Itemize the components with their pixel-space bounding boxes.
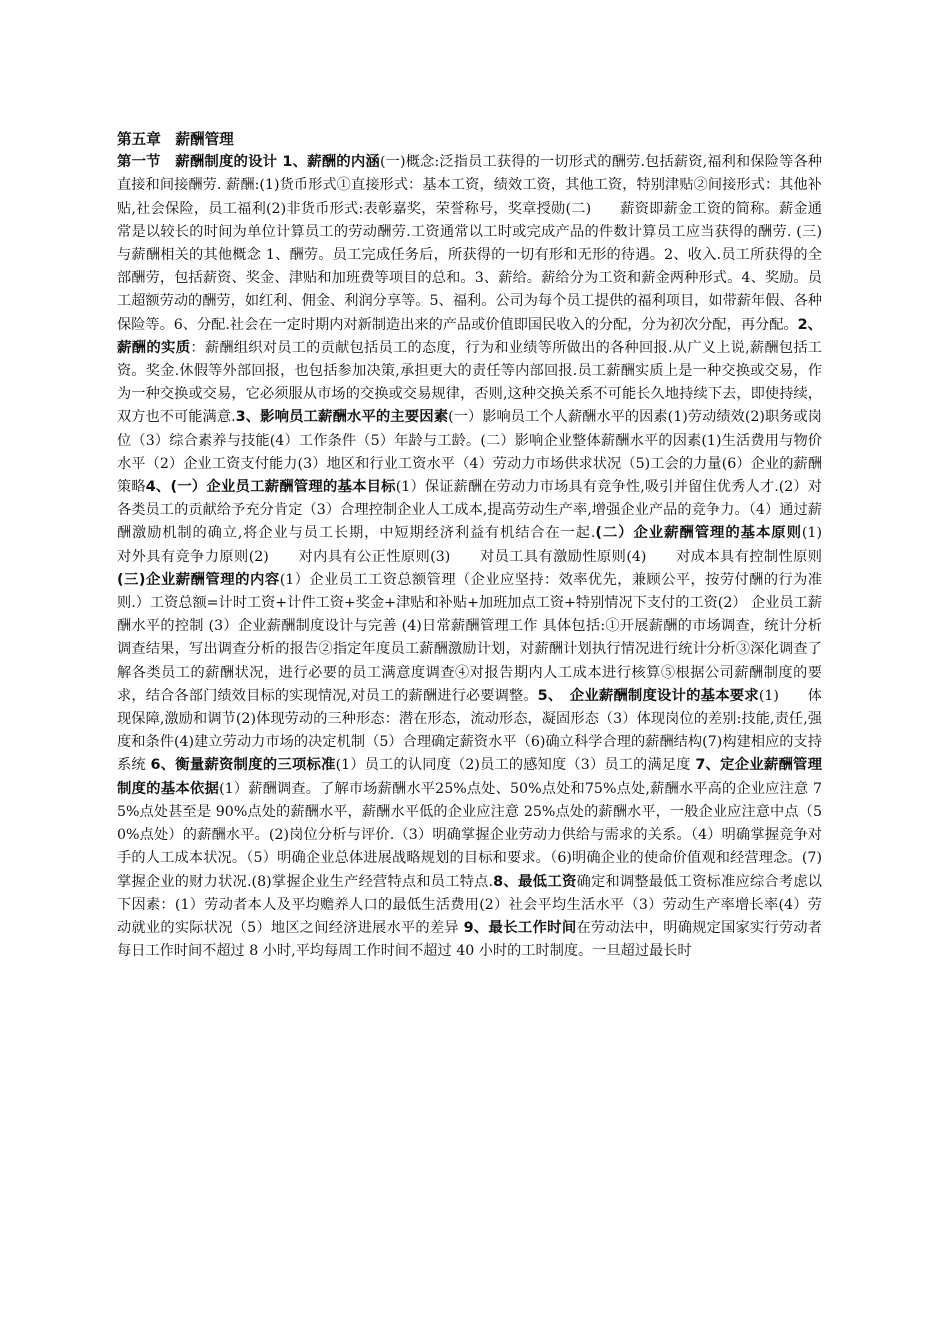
text-run: (1）薪酬调查。了解市场薪酬水平25%点处、50%点处和75%点处,薪酬水平高的企业应注意 75%点处甚至是 90%点处的薪酬水平，薪酬水平低的企业应注意 25%点处的薪酬水平，一般企业应注意中点（50%点处）的薪酬水平。(2)岗位分析与评价.（3）明确掌握企业劳动力供给与需求的关系。（4）明确掌握竞争对手的人工成本状况。（5）明确企业总体进展战略规划的目标和要求。（6)明确企业的使命价值观和经营理念。(7)掌握企业的财力状况.(8)掌握企业生产经营特点和员工特点. [117, 780, 822, 890]
text-run: (1) 对外具有竞争力原则(2) 对内具有公正性原则(3) 对员工具有激励性原则(4) 对成本具有控制性原则 [117, 525, 851, 565]
text-run: (一)概念:泛指员工获得的一切形式的酬劳.包括薪资,福利和保险等各种直接和间接酬劳. 薪酬:(1)货币形式①直接形式：基本工资，绩效工资，其他工资，特别津贴②间接形式：其他补贴,社会保险，员工福利(2)非货币形式:表彰嘉奖，荣誉称号，奖章授勋(二) 薪资即薪金工资的简称。薪金通常是以较长的时间为单位计算员工的劳动酬劳.工资通常以工时或完成产品的件数计算员工应当获得的酬劳. (三)与薪酬相关的其他概念 1、酬劳。员工完成任务后，所获得的一切有形和无形的待遇。2、收入.员工所获得的全部酬劳，包括薪资、奖金、津贴和加班费等项目的总和。3、薪给。薪给分为工资和薪金两种形式。4、奖励。员工超额劳动的酬劳，如红利、佣金、利润分享等。5、福利。公司为每个员工提供的福利项目，如带薪年假、各种保险等。6、分配.社会在一定时期内对新制造出来的产品或价值即国民收入的分配，分为初次分配，再分配。 [117, 154, 822, 333]
text-run: ：薪酬组织对员工的贡献包括员工的态度，行为和业绩等所做出的各种回报.从广义上说,薪酬包括工资。奖金.休假等外部回报，也包括参加决策,承担更大的责任等内部回报.员工薪酬实质上是一种交换或交易，作为一种交换或交易，它必须服从市场的交换或交易规律，否则,这种交换关系不可能长久地持续下去，即使持续，双方也不可能满意. [117, 339, 822, 426]
text-run: 2、薪酬的实质 [117, 316, 823, 356]
text-run: (1）企业员工工资总额管理（企业应坚持：效率优先，兼顾公平，按劳付酬的行为准则.）工资总额=计时工资+计件工资+奖金+津贴和补贴+加班加点工资+特别情况下支付的工资(2） 企业员工薪酬水平的控制 (3）企业薪酬制度设计与完善 (4)日常薪酬管理工作 具体包括:①开展薪酬的市场调查，统计分析调查结果，写出调查分析的报告②指定年度员工薪酬激励计划，对薪酬计划执行情况进行统计分析③深化调查了解各类员工的薪酬状况，进行必要的员工满意度调查④对报告期内人工成本进行核算⑤根据公司薪酬制度的要求，结合各部门绩效目标的实现情况,对员工的薪酬进行必要调整。 [117, 571, 822, 704]
text-run: (三)企业薪酬管理的内容 [117, 571, 280, 588]
document-body [117, 128, 851, 963]
text-run: 9、最长工作时间 [463, 919, 577, 936]
text-run: 4、(一）企业员工薪酬管理的基本目标 [145, 479, 396, 496]
text-run: 6、衡量薪资制度的三项标准 [150, 757, 336, 774]
text-run: 确定和调整最低工资标准应综合考虑以下因素：(1）劳动者本人及平均赡养人口的最低生活费用(2）社会平均生活水平（3）劳动生产率增长率(4）劳动就业的实际状况（5）地区之间经济进展水平的差异 [117, 873, 822, 936]
text-run: 3、影响员工薪酬水平的主要因素 [235, 409, 449, 426]
body-paragraph [117, 151, 851, 963]
text-run: (一）影响员工个人薪酬水平的因素(1)劳动绩效(2)职务或岗位（3）综合素养与技能(4）工作条件（5）年龄与工龄。(二）影响企业整体薪酬水平的因素(1)生活费用与物价水平（2）企业工资支付能力(3）地区和行业工资水平（4）劳动力市场供求状况（5)工会的力量(6）企业的薪酬策略 [117, 409, 822, 496]
text-run: (1）保证薪酬在劳动力市场具有竞争性,吸引并留住优秀人才.(2）对各类员工的贡献给予充分肯定（3）合理控制企业人工成本,提高劳动生产率,增强企业产品的竞争力。（4）通过薪酬激励机制的确立,将企业与员工长期，中短期经济利益有机结合在一起. [117, 479, 822, 542]
text-run: 在劳动法中，明确规定国家实行劳动者每日工作时间不超过 8 小时,平均每周工作时间不超过 40 小时的工时制度。一旦超过最长时 [117, 919, 822, 960]
text-run: 5、 企业薪酬制度设计的基本要求 [537, 687, 759, 704]
text-run: 第一节 薪酬制度的设计 1、薪酬的内涵 [117, 154, 380, 171]
chapter-title: 第五章 薪酬管理 [117, 131, 234, 148]
text-run: (1）员工的认同度（2)员工的感知度（3）员工的满足度 [335, 757, 696, 774]
text-run: 8、最低工资 [493, 873, 577, 890]
text-run: (二）企业薪酬管理的基本原则 [595, 525, 802, 542]
text-run: (1) 体现保障,激励和调节(2)体现劳动的三种形态：潜在形态，流动形态，凝固形态（3）体现岗位的差别:技能,责任,强度和条件(4)建立劳动力市场的决定机制（5）合理确定薪资水平（6)确立科学合理的薪酬结构(7)构建相应的支持系统 [117, 687, 822, 774]
text-run: 7、定企业薪酬管理制度的基本依据 [117, 757, 822, 797]
